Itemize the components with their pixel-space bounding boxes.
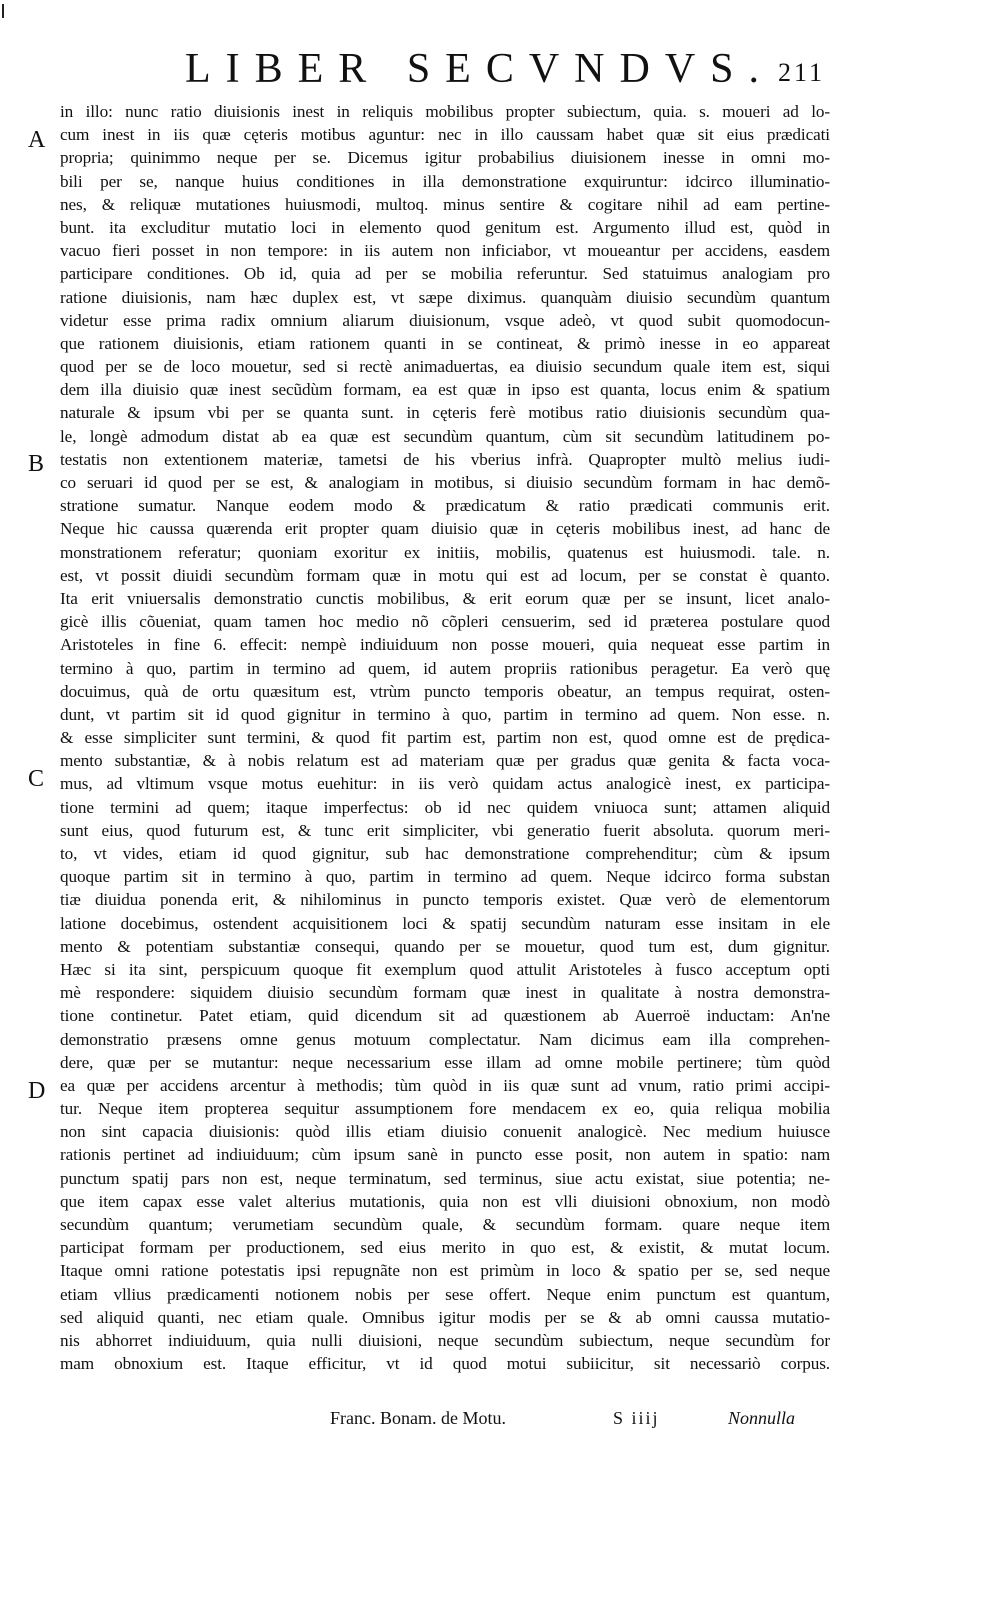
text-line: nis abhorret indiuiduum, quia nulli diuisioni, neque secundùm subiectum, neque secundùm for — [60, 1330, 830, 1350]
text-line: dunt, vt partim sit id quod gignitur in termino à quo, partim in termino ad quem. Non esse. n. — [60, 704, 830, 724]
text-line: monstrationem referatur; quoniam exoritur ex initiis, mobilis, quatenus est huiusmodi. tale. n. — [60, 542, 830, 562]
text-line: tur. Neque item propterea sequitur assumptionem fore mendacem ex eo, quia reliqua mobilia — [60, 1099, 830, 1119]
text-line: tione termini ad quem; itaque imperfectus: ob id nec quidem vniuoca sunt; attamen aliquid — [60, 797, 830, 817]
catchword: Nonnulla — [728, 1408, 796, 1428]
text-line: etiam vllius prædicamenti notionem nobis per sese offert. Neque enim punctum est quantum, — [60, 1284, 830, 1304]
text-line: quod per se de loco mouetur, sed si rectè animaduertas, ea diuisio secundum quale item est, siqui — [60, 357, 830, 377]
body-text — [60, 100, 830, 1375]
text-line: le, longè admodum distat ab ea quæ est secundùm quantum, cùm sit secundùm latitudinem po- — [60, 426, 830, 446]
text-line: latione docebimus, ostendent acquisitionem loci & spatij secundùm naturam esse insitam in ele — [60, 913, 830, 933]
page-number: 211 — [778, 58, 826, 87]
text-line: participat formam per productionem, sed eius merito in quo est, & existit, & mutat locum. — [60, 1238, 830, 1258]
gathering-mark: S iiij — [613, 1408, 660, 1428]
text-line: Hæc si ita sint, perspicuum quoque fit exemplum quod attulit Aristoteles à fusco acceptum opti — [60, 959, 830, 979]
text-line: mento & potentiam substantiæ consequi, quando per se mouetur, quod tum est, dum gignitur. — [60, 936, 830, 956]
text-line: demonstratio præsens omne genus motuum complectatur. Nam dicimus eam illa comprehen- — [60, 1029, 830, 1049]
text-line: in illo: nunc ratio diuisionis inest in reliquis mobilibus propter subiectum, quia. s. moueri ad lo- — [60, 102, 830, 121]
text-line: testatis non extentionem materiæ, tametsi de his vberius infrà. Quapropter multò melius iudi- — [60, 449, 830, 469]
text-line: sed aliquid quanti, nec etiam quale. Omnibus igitur modis per se & ab omni caussa mutatio- — [60, 1307, 830, 1327]
text-line: Itaque omni ratione potestatis ipsi repugnãte non est primùm in loco & spatio per se, sed neque — [60, 1261, 830, 1281]
text-line: non sint capacia diuisionis: quòd illis etiam diuisio conuenit analogicè. Nec medium huiusce — [60, 1122, 830, 1142]
margin-marker-b: B — [28, 451, 45, 477]
text-line: mam obnoxium est. Itaque efficitur, vt id quod motui subiicitur, sit necessariò corpus. — [60, 1354, 830, 1374]
text-line: Neque hic caussa quærenda erit propter quam diuisio quæ in cęteris mobilibus inest, ad hanc de — [60, 519, 830, 539]
page-footer — [330, 1408, 830, 1434]
text-line: tione continetur. Patet etiam, quid dicendum sit ad quæstionem ab Auerroë inductam: An'ne — [60, 1006, 830, 1026]
text-line: docuimus, quà de ortu quæsitum est, vtrùm puncto temporis obeatur, an tempus requirat, osten- — [60, 681, 830, 701]
margin-marker-a: A — [28, 127, 46, 153]
text-line: rationis pertinet ad indiuiduum; cùm ipsum sanè in puncto esse posit, non autem in spatio: nam — [60, 1145, 830, 1165]
text-line: bili per se, nanque huius conditiones in illa demonstratione exquiruntur: idcirco illuminatio- — [60, 171, 830, 191]
text-line: bunt. ita excluditur mutatio loci in elemento quod genitum est. Argumento illud est, quòd in — [60, 217, 830, 237]
margin-marker-d: D — [28, 1078, 46, 1104]
text-line: quoque partim sit in termino à quo, partim in termino ad quem. Neque idcirco forma substan — [60, 867, 830, 887]
text-line: vacuo fieri posset in non tempore: in iis autem non inficiabor, vt moueantur per accidens, easdem — [60, 241, 830, 261]
text-line: mè respondere: siquidem diuisio secundùm formam quæ inest in qualitate à nostra demonstra- — [60, 983, 830, 1003]
text-line: mento substantiæ, & à nobis relatum est ad materiam quæ per gradus quæ genita & facta voca- — [60, 751, 830, 771]
text-line: que item capax esse valet alterius mutationis, quia non est vlli diuisioni obnoxium, non modò — [60, 1191, 830, 1211]
text-line: est, vt possit diuidi secundùm formam quæ in motu qui est ad locum, per se constat è quanto. — [60, 565, 830, 585]
text-line: mus, ad vltimum vsque motus euehitur: in iis verò quidam actus analogicè inest, ex participa- — [60, 774, 830, 794]
text-line: to, vt vides, etiam id quod gignitur, sub hac demonstratione comprehenditur; cùm & ipsum — [60, 844, 830, 863]
text-line: dere, quæ per se mutantur: neque necessarium esse illam ad omne mobile pertinere; tùm quòd — [60, 1052, 830, 1072]
text-line: sunt eius, quod futurum est, & tunc erit simpliciter, vbi generatio fuerit absoluta. quorum meri- — [60, 820, 830, 840]
text-line: naturale & ipsum vbi per se quanta sunt. in cęteris ferè motibus ratio diuisionis secundùm qua- — [60, 403, 830, 423]
text-line: Aristoteles in fine 6. effecit: nempè indiuiduum non posse moueri, quia nequeat esse partim in — [60, 635, 830, 655]
text-line: termino à quo, partim in termino ad quem, id autem propriis rationibus peragetur. Ea verò quę — [60, 658, 830, 678]
text-line: propria; quinimmo neque per se. Dicemus igitur probabilius diuisionem inesse in omni mo- — [60, 148, 830, 168]
margin-marker-c: C — [28, 766, 45, 792]
text-line: ea quæ per accidens arcentur à methodis; tùm quòd in iis quæ sunt ad vnum, ratio primi accipi- — [60, 1075, 830, 1095]
text-line: gicè illis cõueniat, quam tamen hoc medio nõ cõpleri censuerim, sed id præterea postulare quod — [60, 612, 830, 632]
text-line: que rationem diuisionis, etiam rationem quanti in se contineat, & primò inesse in eo appareat — [60, 333, 830, 353]
text-line: participare conditiones. Ob id, quia ad per se mobilia referuntur. Sed statuimus analogiam pro — [60, 264, 830, 284]
footer-signature-line: Franc. Bonam. de Motu. — [330, 1408, 506, 1428]
text-line: secundùm quantum; verumetiam secundùm quale, & secundùm formam. quare neque item — [60, 1215, 830, 1234]
text-line: videtur esse prima radix omnium aliarum diuisionum, vsque adeò, vt quod subit quomodocun- — [60, 310, 830, 330]
text-line: nes, & reliquæ mutationes huiusmodi, multoq. minus sentire & cogitare nihil ad eam pertine- — [60, 194, 830, 214]
text-line: tiæ diuidua ponenda erit, & nihilominus in puncto temporis existet. Quæ verò de elementorum — [60, 890, 830, 910]
text-line: Ita erit vniuersalis demonstratio cunctis mobilibus, & erit eorum quæ per se insunt, licet analo- — [60, 588, 830, 608]
text-line: dem illa diuisio quæ inest secũdùm formam, ea est quæ in ipso est quanta, locus enim & spatium — [60, 380, 830, 400]
text-line: cum inest in iis quæ cęteris motibus aguntur: nec in illo caussam habet quæ sit eius prædicati — [60, 125, 830, 145]
text-line: punctum spatij pars non est, neque terminatum, sed terminus, siue actu existat, siue potentia; ne- — [60, 1168, 830, 1188]
text-line: stratione sumatur. Nanque eodem modo & prædicatum & ratio prædicati communis erit. — [60, 496, 830, 516]
text-line: co seruari id quod per se est, & analogiam in motibus, si diuisio secundùm formam in hac demõ- — [60, 473, 830, 492]
running-title: LIBER SECVNDVS. — [185, 46, 775, 92]
text-line: & esse simpliciter sunt termini, & quod fit partim est, partim non est, quod omne est de prędica- — [60, 728, 830, 748]
page-edge-mark — [2, 4, 4, 18]
text-line: ratione diuisionis, nam hæc duplex est, vt sæpe diximus. quanquàm diuisio secundùm quantum — [60, 287, 830, 307]
